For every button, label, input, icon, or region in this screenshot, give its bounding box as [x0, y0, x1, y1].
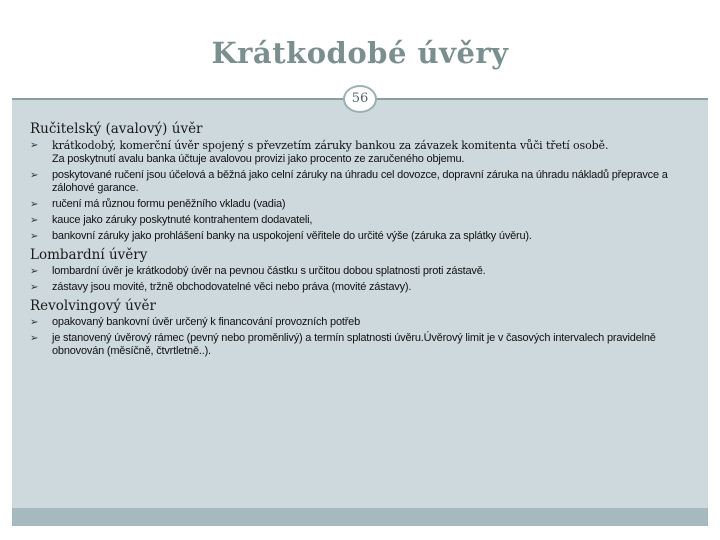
list-item [30, 198, 694, 211]
list-item-text: je stanovený úvěrový rámec (pevný nebo proměnlivý) a termín splatnosti úvěru.Úvěrový limit je v časových intervalech pravidelně obnovován (měsíčně, čtvrtletně..). [52, 332, 656, 357]
footer-strip [12, 508, 708, 526]
list-item [30, 139, 694, 166]
list-item [30, 230, 694, 243]
list-item-text: lombardní úvěr je krátkodobý úvěr na pevnou částku s určitou dobou splatnosti proti zástavě. [52, 265, 486, 277]
section-heading: Revolvingový úvěr [30, 298, 156, 314]
section-heading: Lombardní úvěry [30, 247, 148, 263]
arrow-bullet-icon: ➢ [30, 140, 39, 151]
arrow-bullet-icon: ➢ [30, 317, 39, 328]
bullet-list [30, 139, 694, 243]
arrow-bullet-icon: ➢ [30, 170, 39, 181]
arrow-bullet-icon: ➢ [30, 215, 39, 226]
list-item [30, 332, 694, 358]
list-item-subtext: Za poskytnutí avalu banka účtuje avalovou provizi jako procento ze zaručeného objemu. [52, 153, 465, 165]
list-item [30, 316, 694, 329]
arrow-bullet-icon: ➢ [30, 266, 39, 277]
list-item [30, 214, 694, 227]
list-item-text: zástavy jsou movité, tržně obchodovatelné věci nebo práva (movité zástavy). [52, 281, 412, 293]
list-item-text: ručení má různou formu peněžního vkladu (vadia) [52, 198, 286, 210]
slide-content [30, 120, 694, 361]
list-item-text: poskytované ručení jsou účelová a běžná jako celní záruky na úhradu cel dovozce, dopravní záruka na úhradu nákladů přepravce a zálohové garance. [52, 169, 668, 194]
list-item-text: bankovní záruky jako prohlášení banky na uspokojení věřitele do určité výše (záruka za splátky úvěru). [52, 230, 532, 242]
list-item [30, 169, 694, 195]
list-item-text: krátkodobý, komerční úvěr spojený s převzetím záruky bankou za závazek komitenta vůči třetí osobě. [52, 139, 609, 152]
slide-title: Krátkodobé úvěry [211, 36, 509, 70]
list-item [30, 265, 694, 278]
arrow-bullet-icon: ➢ [30, 333, 39, 344]
arrow-bullet-icon: ➢ [30, 199, 39, 210]
list-item-text: kauce jako záruky poskytnuté kontrahentem dodavateli, [52, 214, 313, 226]
page-number-badge: 56 [343, 85, 377, 113]
arrow-bullet-icon: ➢ [30, 231, 39, 242]
list-item [30, 281, 694, 294]
arrow-bullet-icon: ➢ [30, 282, 39, 293]
list-item-text: opakovaný bankovní úvěr určený k financování provozních potřeb [52, 316, 361, 328]
bullet-list [30, 316, 694, 358]
bullet-list [30, 265, 694, 294]
section-heading: Ručitelský (avalový) úvěr [30, 121, 203, 137]
